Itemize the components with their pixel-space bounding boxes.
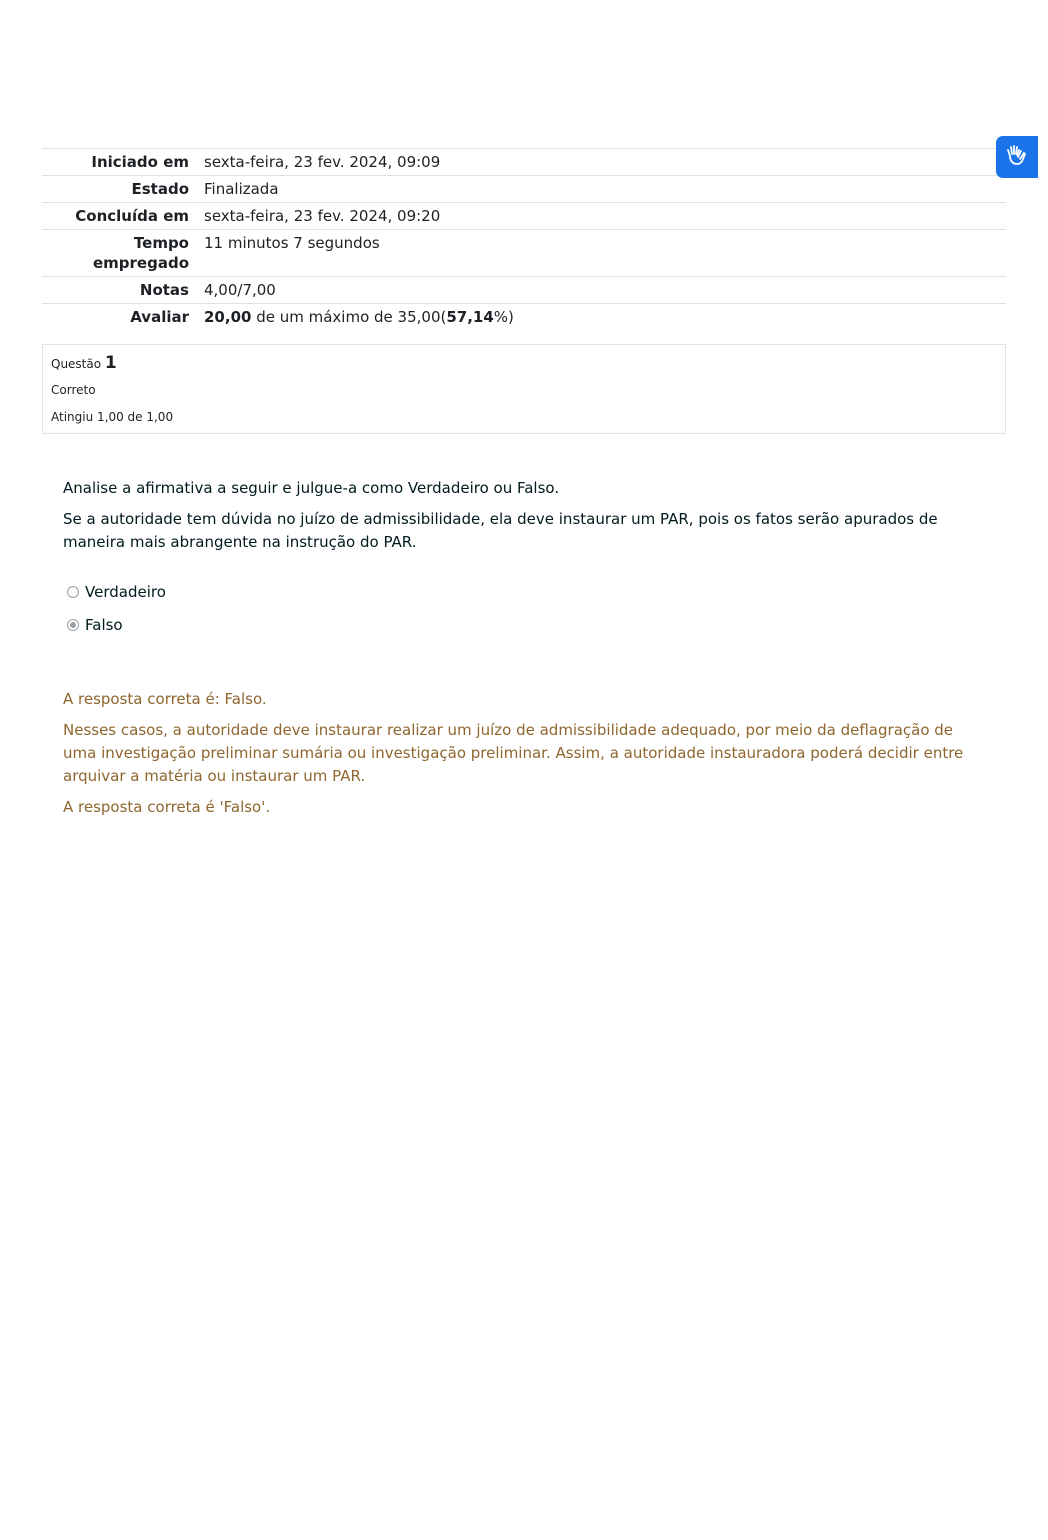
question-statement: Se a autoridade tem dúvida no juízo de admissibilidade, ela deve instaurar um PAR, pois os fatos serão apurados de maneira mais abrangente na instrução do PAR.: [63, 510, 938, 551]
quiz-summary-table: [42, 148, 1006, 330]
grade-suffix: %): [493, 308, 514, 326]
summary-value: [204, 304, 1006, 331]
question-number: [51, 353, 117, 373]
summary-value: Finalizada: [204, 180, 279, 198]
question-state: Correto: [51, 383, 96, 397]
summary-label: Notas: [139, 281, 189, 299]
feedback-correct-answer: A resposta correta é: Falso.: [63, 690, 267, 708]
answer-option-false[interactable]: [67, 613, 166, 637]
summary-row-started: [42, 149, 1006, 176]
grade-middle: de um máximo de 35,00(: [251, 308, 447, 326]
summary-label: Concluída em: [75, 207, 189, 225]
radio-button[interactable]: [67, 586, 79, 598]
sign-language-accessibility-button[interactable]: [996, 136, 1038, 178]
answer-options: [67, 580, 166, 646]
question-instruction: Analise a afirmativa a seguir e julgue-a como Verdadeiro ou Falso.: [63, 479, 560, 497]
summary-row-completed: [42, 203, 1006, 230]
question-prefix: Questão: [51, 357, 102, 371]
question-number-value: 1: [104, 353, 117, 373]
summary-row-time-taken: [42, 230, 1006, 277]
question-text: [63, 477, 983, 562]
summary-row-state: [42, 176, 1006, 203]
summary-value: sexta-feira, 23 fev. 2024, 09:20: [204, 207, 441, 225]
question-info-box: [42, 344, 1006, 434]
summary-label: Tempo empregado: [92, 234, 189, 272]
summary-value: sexta-feira, 23 fev. 2024, 09:09: [204, 153, 441, 171]
summary-label: Avaliar: [130, 308, 189, 326]
summary-value: 4,00/7,00: [204, 281, 276, 299]
answer-option-true[interactable]: [67, 580, 166, 604]
summary-row-grade: [42, 304, 1006, 331]
summary-row-marks: [42, 277, 1006, 304]
grade-score: 20,00: [204, 308, 252, 326]
summary-label: Estado: [131, 180, 189, 198]
question-feedback: [63, 688, 983, 827]
answer-label: Falso: [85, 616, 123, 634]
summary-value: 11 minutos 7 segundos: [204, 234, 380, 252]
answer-label: Verdadeiro: [85, 583, 166, 601]
feedback-explanation: Nesses casos, a autoridade deve instaurar realizar um juízo de admissibilidade adequado, por meio da deflagração de uma investigação preliminar sumária ou investigação preliminar. Assim, a autoridade instauradora poderá decidir entre arquivar a matéria ou instaurar um PAR.: [63, 721, 964, 785]
hands-sign-language-icon: [1004, 142, 1030, 172]
grade-percent: 57,14: [446, 308, 494, 326]
radio-button-checked[interactable]: [67, 619, 79, 631]
feedback-right-answer: A resposta correta é 'Falso'.: [63, 798, 271, 816]
summary-label: Iniciado em: [91, 153, 189, 171]
question-grade: Atingiu 1,00 de 1,00: [51, 410, 174, 424]
